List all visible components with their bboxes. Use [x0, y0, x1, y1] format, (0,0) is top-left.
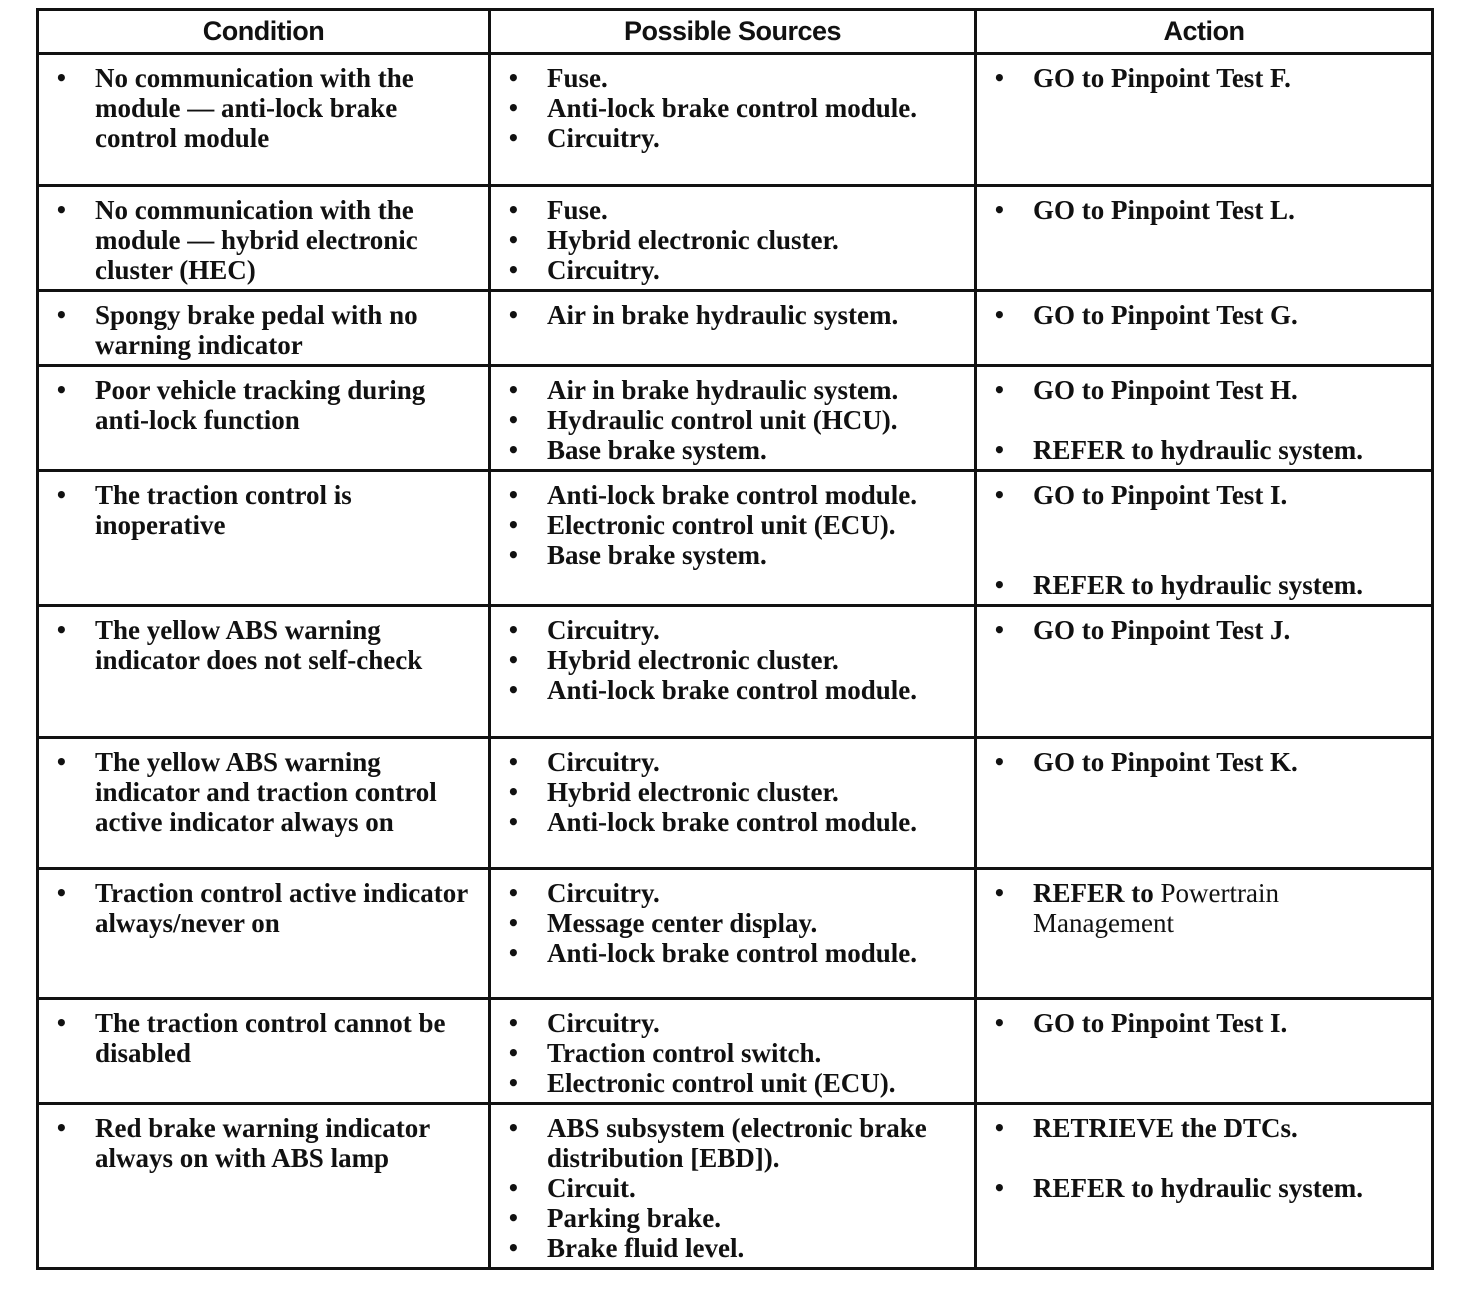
- table-row: [38, 606, 1433, 738]
- condition-text: • No communication with the module — hybrid electronic cluster (HEC): [51, 195, 478, 285]
- sources-cell: [490, 738, 976, 869]
- action-cell: [976, 366, 1433, 471]
- table-row: [38, 366, 1433, 471]
- condition-text: • The traction control cannot be disabled: [51, 1008, 478, 1068]
- condition-text: • No communication with the module — anti-lock brake control module: [51, 63, 478, 153]
- source-item: • Circuitry.: [503, 1008, 964, 1038]
- action-cell: [976, 471, 1433, 606]
- source-item: • Anti-lock brake control module.: [503, 480, 964, 510]
- action-item: • GO to Pinpoint Test I.: [989, 1008, 1421, 1038]
- sources-cell: [490, 869, 976, 999]
- action-cell: [976, 869, 1433, 999]
- diagnosis-table-container: [36, 8, 1431, 1270]
- header-action: Action: [976, 10, 1433, 54]
- header-possible-sources: Possible Sources: [490, 10, 976, 54]
- condition-text: • Spongy brake pedal with no warning indicator: [51, 300, 478, 360]
- source-item: • Fuse.: [503, 63, 964, 93]
- action-item: • REFER to hydraulic system.: [989, 570, 1421, 600]
- condition-text: • Traction control active indicator always/never on: [51, 878, 478, 938]
- condition-cell: [38, 1104, 490, 1269]
- sources-cell: [490, 186, 976, 291]
- sources-cell: [490, 291, 976, 366]
- condition-cell: [38, 54, 490, 186]
- header-condition: Condition: [38, 10, 490, 54]
- source-item: • Circuitry.: [503, 255, 964, 285]
- table-row: [38, 738, 1433, 869]
- sources-cell: [490, 54, 976, 186]
- condition-text: • The traction control is inoperative: [51, 480, 478, 540]
- source-item: • Base brake system.: [503, 435, 964, 465]
- refer-target: Powertrain Management: [1033, 878, 1279, 938]
- source-item: • Fuse.: [503, 195, 964, 225]
- action-cell: [976, 999, 1433, 1104]
- condition-text: • Red brake warning indicator always on with ABS lamp: [51, 1113, 478, 1173]
- table-row: [38, 471, 1433, 606]
- source-item: • Air in brake hydraulic system.: [503, 375, 964, 405]
- source-item: • Brake fluid level.: [503, 1233, 964, 1263]
- source-item: • Circuitry.: [503, 123, 964, 153]
- source-item: • Hybrid electronic cluster.: [503, 225, 964, 255]
- source-item: • Hydraulic control unit (HCU).: [503, 405, 964, 435]
- source-item: • ABS subsystem (electronic brake distribution [EBD]).: [503, 1113, 964, 1173]
- sources-cell: [490, 471, 976, 606]
- source-item: • Circuit.: [503, 1173, 964, 1203]
- table-row: [38, 869, 1433, 999]
- condition-cell: [38, 291, 490, 366]
- sources-cell: [490, 606, 976, 738]
- source-item: • Electronic control unit (ECU).: [503, 510, 964, 540]
- action-item: • GO to Pinpoint Test L.: [989, 195, 1421, 225]
- condition-cell: [38, 471, 490, 606]
- condition-cell: [38, 366, 490, 471]
- action-cell: [976, 54, 1433, 186]
- source-item: • Anti-lock brake control module.: [503, 938, 964, 968]
- condition-cell: [38, 186, 490, 291]
- source-item: • Base brake system.: [503, 540, 964, 570]
- source-item: • Hybrid electronic cluster.: [503, 777, 964, 807]
- condition-cell: [38, 738, 490, 869]
- condition-text: • The yellow ABS warning indicator and traction control active indicator always on: [51, 747, 478, 837]
- action-item: • REFER to hydraulic system.: [989, 1173, 1421, 1203]
- source-item: • Circuitry.: [503, 878, 964, 908]
- condition-cell: [38, 999, 490, 1104]
- sources-cell: [490, 999, 976, 1104]
- table-row: [38, 1104, 1433, 1269]
- source-item: • Anti-lock brake control module.: [503, 93, 964, 123]
- condition-cell: [38, 869, 490, 999]
- action-item: • GO to Pinpoint Test I.: [989, 480, 1421, 510]
- refer-keyword: REFER to: [1033, 878, 1154, 908]
- symptom-chart-table: [36, 8, 1434, 1270]
- condition-text: • The yellow ABS warning indicator does not self-check: [51, 615, 478, 675]
- action-cell: [976, 1104, 1433, 1269]
- action-item: • GO to Pinpoint Test K.: [989, 747, 1421, 777]
- sources-cell: [490, 366, 976, 471]
- action-cell: [976, 606, 1433, 738]
- action-cell: [976, 186, 1433, 291]
- action-item: • GO to Pinpoint Test F.: [989, 63, 1421, 93]
- action-item: • GO to Pinpoint Test H.: [989, 375, 1421, 405]
- table-row: [38, 291, 1433, 366]
- source-item: • Anti-lock brake control module.: [503, 675, 964, 705]
- table-row: [38, 999, 1433, 1104]
- source-item: • Traction control switch.: [503, 1038, 964, 1068]
- condition-text: • Poor vehicle tracking during anti-lock function: [51, 375, 478, 435]
- action-item: • REFER to hydraulic system.: [989, 435, 1421, 465]
- source-item: • Circuitry.: [503, 615, 964, 645]
- sources-cell: [490, 1104, 976, 1269]
- table-row: [38, 186, 1433, 291]
- action-item: • GO to Pinpoint Test J.: [989, 615, 1421, 645]
- condition-cell: [38, 606, 490, 738]
- source-item: • Message center display.: [503, 908, 964, 938]
- action-cell: [976, 291, 1433, 366]
- header-row: [38, 10, 1433, 54]
- source-item: • Hybrid electronic cluster.: [503, 645, 964, 675]
- action-item: • GO to Pinpoint Test G.: [989, 300, 1421, 330]
- source-item: • Circuitry.: [503, 747, 964, 777]
- table-row: [38, 54, 1433, 186]
- source-item: • Anti-lock brake control module.: [503, 807, 964, 837]
- source-item: • Air in brake hydraulic system.: [503, 300, 964, 330]
- source-item: • Electronic control unit (ECU).: [503, 1068, 964, 1098]
- action-item: • RETRIEVE the DTCs.: [989, 1113, 1421, 1143]
- action-cell: [976, 738, 1433, 869]
- source-item: • Parking brake.: [503, 1203, 964, 1233]
- action-item: [989, 878, 1421, 938]
